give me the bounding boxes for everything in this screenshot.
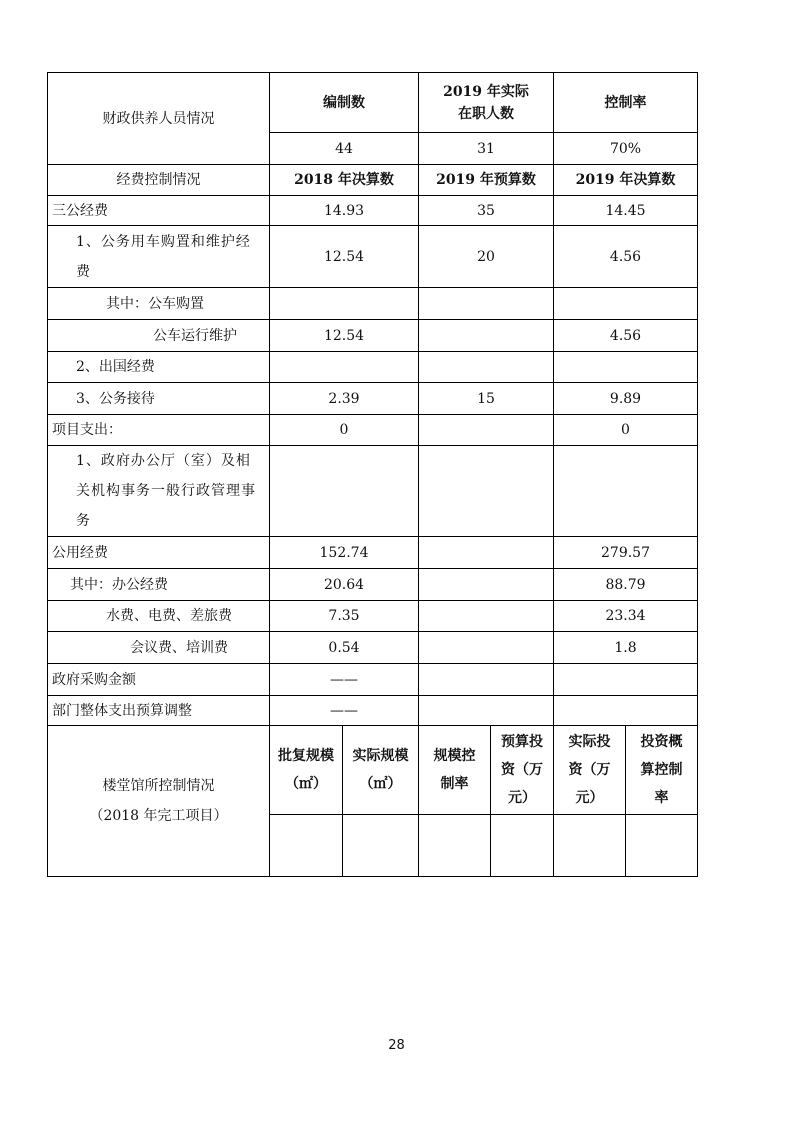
cell-2018: 12.54 — [270, 320, 419, 352]
cell-2018 — [270, 288, 419, 320]
page-number: 28 — [388, 1038, 405, 1053]
building-header-approved-scale: 批复规模（㎡） — [270, 726, 343, 815]
table-row — [48, 601, 698, 632]
table-row — [48, 415, 698, 446]
building-cell — [626, 815, 698, 877]
building-cell — [491, 815, 554, 877]
cell-2019-final: 1.8 — [554, 632, 698, 664]
table-row — [48, 569, 698, 601]
building-header-actual-scale: 实际规模（㎡） — [343, 726, 419, 815]
row-label: 项目支出： — [48, 415, 270, 446]
row-label: 公车运行维护 — [48, 320, 270, 352]
cell-2019-budget — [419, 632, 554, 664]
building-header-invest-rate: 投资概算控制率 — [626, 726, 698, 815]
row-label: 2、出国经费 — [48, 352, 270, 383]
row-label: 水费、电费、差旅费 — [48, 601, 270, 632]
expense-label: 经费控制情况 — [48, 165, 270, 196]
cell-2019-budget — [419, 696, 554, 726]
cell-2019-budget — [419, 288, 554, 320]
cell-2019-budget: 15 — [419, 383, 554, 415]
staff-value-rate: 70% — [554, 133, 698, 165]
table-row — [48, 320, 698, 352]
cell-2019-budget — [419, 320, 554, 352]
cell-2018: 0.54 — [270, 632, 419, 664]
cell-2019-final: 4.56 — [554, 226, 698, 288]
building-header-budget-invest: 预算投资（万元） — [491, 726, 554, 815]
table-row — [48, 664, 698, 696]
cell-2019-final — [554, 352, 698, 383]
building-label: 楼堂馆所控制情况 — [102, 778, 215, 794]
row-label: 部门整体支出预算调整 — [48, 696, 270, 726]
row-label: 其中：办公经费 — [48, 569, 270, 601]
staff-label: 财政供养人员情况 — [48, 73, 270, 165]
cell-2019-final — [554, 288, 698, 320]
cell-2018 — [270, 352, 419, 383]
cell-2019-budget: 35 — [419, 196, 554, 226]
cell-2018: —— — [270, 664, 419, 696]
cell-2019-budget — [419, 569, 554, 601]
table-row — [48, 696, 698, 726]
table-row — [48, 632, 698, 664]
expense-header-2019-final: 2019 年决算数 — [554, 165, 698, 196]
row-label: 1、公务用车购置和维护经费 — [48, 226, 270, 288]
cell-2018: 7.35 — [270, 601, 419, 632]
table-row — [48, 288, 698, 320]
staff-header-actual: 2019 年实际在职人数 — [419, 73, 554, 133]
cell-2018: 14.93 — [270, 196, 419, 226]
staff-header-rate: 控制率 — [554, 73, 698, 133]
building-cell — [343, 815, 419, 877]
row-label: 会议费、培训费 — [48, 632, 270, 664]
staff-value-actual: 31 — [419, 133, 554, 165]
cell-2019-budget — [419, 601, 554, 632]
row-label: 三公经费 — [48, 196, 270, 226]
budget-control-table — [47, 72, 698, 877]
cell-2019-budget — [419, 664, 554, 696]
cell-2019-budget — [419, 415, 554, 446]
table-row — [48, 446, 698, 537]
row-label: 公用经费 — [48, 537, 270, 569]
cell-2019-budget — [419, 352, 554, 383]
expense-header-2018: 2018 年决算数 — [270, 165, 419, 196]
cell-2019-final: 14.45 — [554, 196, 698, 226]
building-label-cell — [48, 726, 270, 877]
table-row — [48, 226, 698, 288]
staff-header-quota: 编制数 — [270, 73, 419, 133]
staff-value-quota: 44 — [270, 133, 419, 165]
cell-2019-final — [554, 696, 698, 726]
cell-2019-final: 0 — [554, 415, 698, 446]
cell-2019-final: 23.34 — [554, 601, 698, 632]
cell-2018: 2.39 — [270, 383, 419, 415]
table-row — [48, 537, 698, 569]
table-row — [48, 196, 698, 226]
row-label: 3、公务接待 — [48, 383, 270, 415]
expense-header-2019-budget: 2019 年预算数 — [419, 165, 554, 196]
cell-2018: 0 — [270, 415, 419, 446]
building-header-actual-invest: 实际投资（万元） — [554, 726, 626, 815]
cell-2019-budget — [419, 537, 554, 569]
cell-2019-final — [554, 446, 698, 537]
row-label: 1、政府办公厅（室）及相关机构事务一般行政管理事务 — [48, 446, 270, 537]
cell-2019-final: 279.57 — [554, 537, 698, 569]
cell-2018: —— — [270, 696, 419, 726]
cell-2019-final: 9.89 — [554, 383, 698, 415]
building-sublabel: （2018 年完工项目） — [89, 808, 228, 824]
cell-2018 — [270, 446, 419, 537]
cell-2018: 152.74 — [270, 537, 419, 569]
row-label: 其中：公车购置 — [48, 288, 270, 320]
building-header-scale-rate: 规模控制率 — [419, 726, 491, 815]
cell-2019-final: 4.56 — [554, 320, 698, 352]
table-row — [48, 383, 698, 415]
row-label: 政府采购金额 — [48, 664, 270, 696]
building-cell — [554, 815, 626, 877]
cell-2018: 12.54 — [270, 226, 419, 288]
table-row — [48, 352, 698, 383]
cell-2019-final — [554, 664, 698, 696]
cell-2019-budget: 20 — [419, 226, 554, 288]
building-cell — [419, 815, 491, 877]
building-cell — [270, 815, 343, 877]
cell-2018: 20.64 — [270, 569, 419, 601]
cell-2019-budget — [419, 446, 554, 537]
cell-2019-final: 88.79 — [554, 569, 698, 601]
